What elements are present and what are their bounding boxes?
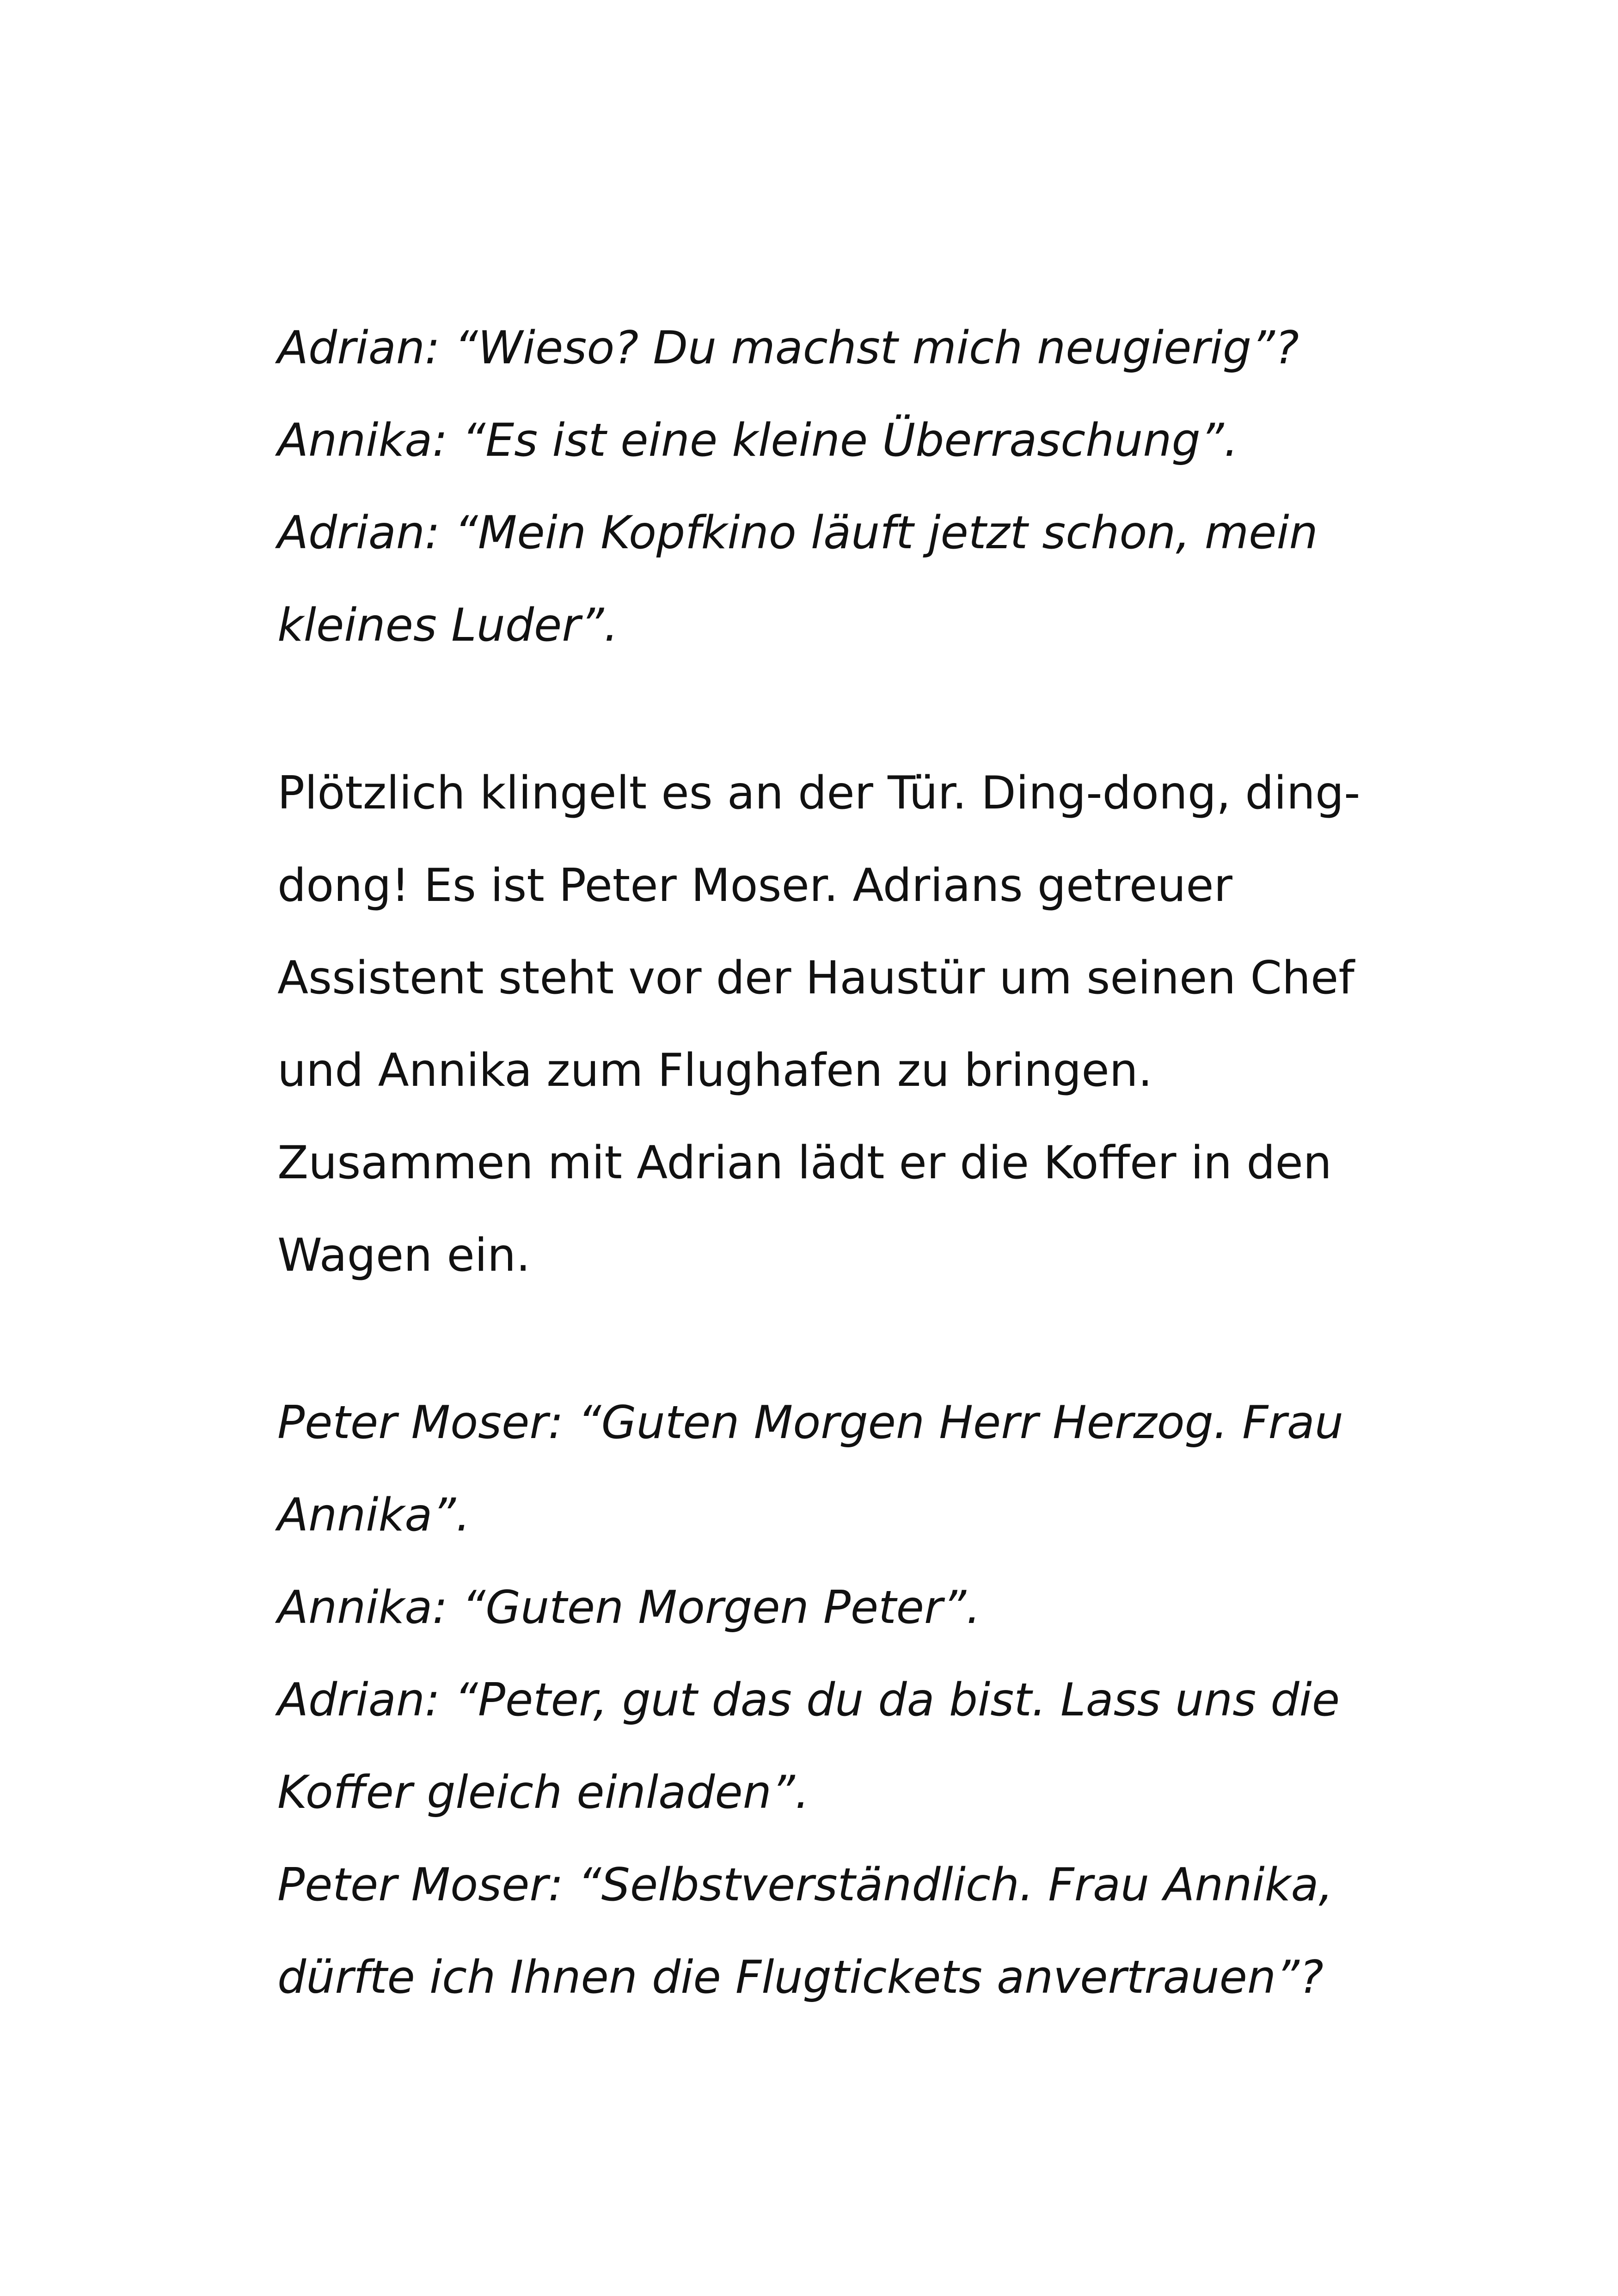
dialogue-block-1 (277, 302, 1387, 672)
text-line: dong! Es ist Peter Moser. Adrians getreuer (277, 859, 1232, 912)
text-line: Assistent steht vor der Haustür um seinen Chef (277, 952, 1354, 1004)
text-line: Peter Moser: “Selbstverständlich. Frau Annika, (277, 1859, 1333, 1911)
text-line: Plötzlich klingelt es an der Tür. Ding-dong, ding- (277, 767, 1361, 820)
text-line: Peter Moser: “Guten Morgen Herr Herzog. Frau (277, 1396, 1343, 1449)
text-line: kleines Luder”. (277, 599, 619, 652)
text-line: Zusammen mit Adrian lädt er die Koffer in den (277, 1137, 1332, 1189)
text-line: dürfte ich Ihnen die Flugtickets anvertrauen”? (277, 1951, 1324, 2004)
narrative-paragraph (277, 747, 1387, 1302)
text-line: Wagen ein. (277, 1229, 531, 1282)
dialogue-block-2 (277, 1377, 1387, 2024)
text-line: Adrian: “Mein Kopfkino läuft jetzt schon, mein (277, 507, 1318, 559)
text-line: Annika”. (277, 1489, 471, 1542)
text-line: Adrian: “Wieso? Du machst mich neugierig”? (277, 322, 1299, 374)
text-line: Annika: “Guten Morgen Peter”. (277, 1581, 981, 1634)
text-line: Koffer gleich einladen”. (277, 1766, 809, 1819)
text-line: Adrian: “Peter, gut das du da bist. Lass uns die (277, 1674, 1340, 1727)
text-line: und Annika zum Flughafen zu bringen. (277, 1044, 1152, 1097)
text-line: Annika: “Es ist eine kleine Überraschung”. (277, 414, 1238, 467)
